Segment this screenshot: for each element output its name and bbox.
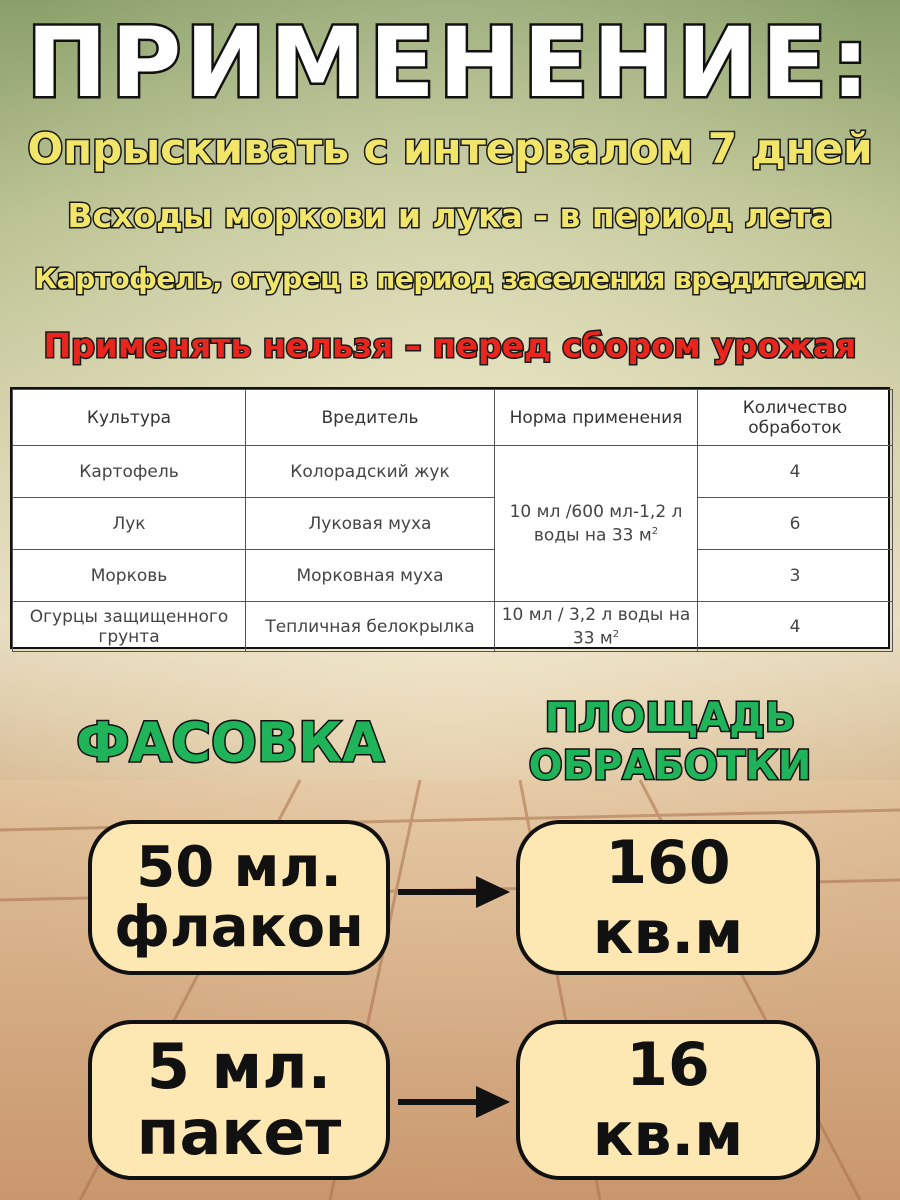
area-value: 16 <box>626 1030 710 1100</box>
cell-pest: Луковая муха <box>246 498 495 550</box>
package-amount: 50 мл. <box>136 834 342 900</box>
header-count: Количество обработок <box>698 390 893 446</box>
cell-norm <box>495 602 698 652</box>
norm-text: 10 мл /600 мл-1,2 л воды на 33 м <box>509 501 683 546</box>
area-unit: кв.м <box>592 1100 744 1170</box>
header-norm: Норма применения <box>495 390 698 446</box>
area-160 <box>516 820 820 975</box>
cell-norm-merged <box>495 446 698 602</box>
instruction-potato-cucumber: Картофель, огурец в период заселения вредителем <box>34 262 866 295</box>
cell-count: 4 <box>698 446 893 498</box>
package-5ml <box>88 1020 390 1180</box>
table-row <box>13 446 893 498</box>
package-amount: 5 мл. <box>146 1030 332 1103</box>
table-header-row <box>13 390 893 446</box>
header-pest: Вредитель <box>246 390 495 446</box>
area-label-line1: ПЛОЩАДЬ <box>544 695 796 741</box>
cell-pest: Тепличная белокрылка <box>246 602 495 652</box>
area-16 <box>516 1020 820 1180</box>
norm-superscript: 2 <box>651 525 659 537</box>
area-value: 160 <box>605 827 731 898</box>
norm-text: 10 мл / 3,2 л воды на 33 м <box>501 604 691 649</box>
package-container: пакет <box>136 1096 342 1169</box>
instruction-carrot-onion: Всходы моркови и лука - в период лета <box>67 196 833 235</box>
application-table <box>10 387 890 649</box>
cell-count: 4 <box>698 602 893 652</box>
cell-count: 3 <box>698 550 893 602</box>
table-row <box>13 602 893 652</box>
norm-superscript: 2 <box>612 628 620 640</box>
page-title: ПРИМЕНЕНИЕ: <box>26 7 874 119</box>
cell-pest: Морковная муха <box>246 550 495 602</box>
cell-culture: Картофель <box>13 446 246 498</box>
arrow-right-icon <box>396 1082 512 1122</box>
cell-pest: Колорадский жук <box>246 446 495 498</box>
cell-culture: Морковь <box>13 550 246 602</box>
header-culture: Культура <box>13 390 246 446</box>
cell-culture: Лук <box>13 498 246 550</box>
warning-before-harvest: Применять нельзя – перед сбором урожая <box>43 326 857 365</box>
area-label <box>500 694 840 790</box>
table-row <box>13 498 893 550</box>
packaging-label: ФАСОВКА <box>76 711 384 774</box>
table-row <box>13 550 893 602</box>
instruction-interval: Опрыскивать с интервалом 7 дней <box>27 124 873 173</box>
area-label-line2: ОБРАБОТКИ <box>528 743 812 789</box>
cell-culture: Огурцы защищенного грунта <box>13 602 246 652</box>
cell-count: 6 <box>698 498 893 550</box>
area-unit: кв.м <box>592 897 744 968</box>
package-50ml <box>88 820 390 975</box>
package-container: флакон <box>114 894 364 960</box>
arrow-right-icon <box>396 872 512 912</box>
